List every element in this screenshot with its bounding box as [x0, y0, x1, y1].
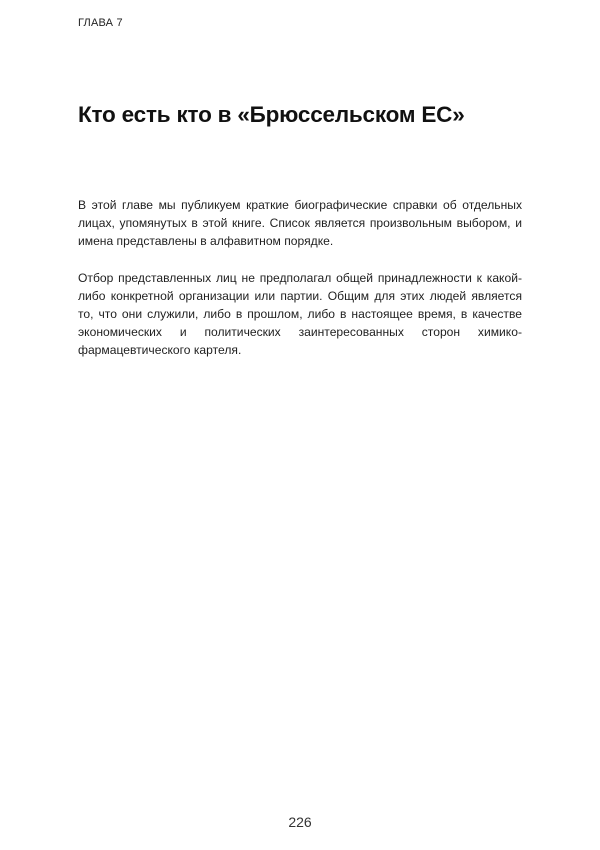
- paragraph-intro: В этой главе мы публикуем краткие биографические справки об отдельных лицах, упомянутых в этой книге. Список является произвольным выбором, и имена представлены в алфавитном порядке.: [78, 198, 522, 248]
- paragraph-selection: Отбор представленных лиц не предполагал общей принадлежности к какой-либо конкретной организации или партии. Общим для этих людей является то, что они служили, либо в прошлом, либо в настоящее время, в качестве экономических и политических заинтересованных сторон химико-фармацевтического картеля.: [78, 271, 522, 357]
- body-text: [78, 197, 522, 379]
- running-header-chapter: ГЛАВА 7: [78, 17, 123, 29]
- chapter-title: Кто есть кто в «Брюссельском ЕС»: [78, 102, 465, 127]
- page-number: 226: [288, 814, 312, 830]
